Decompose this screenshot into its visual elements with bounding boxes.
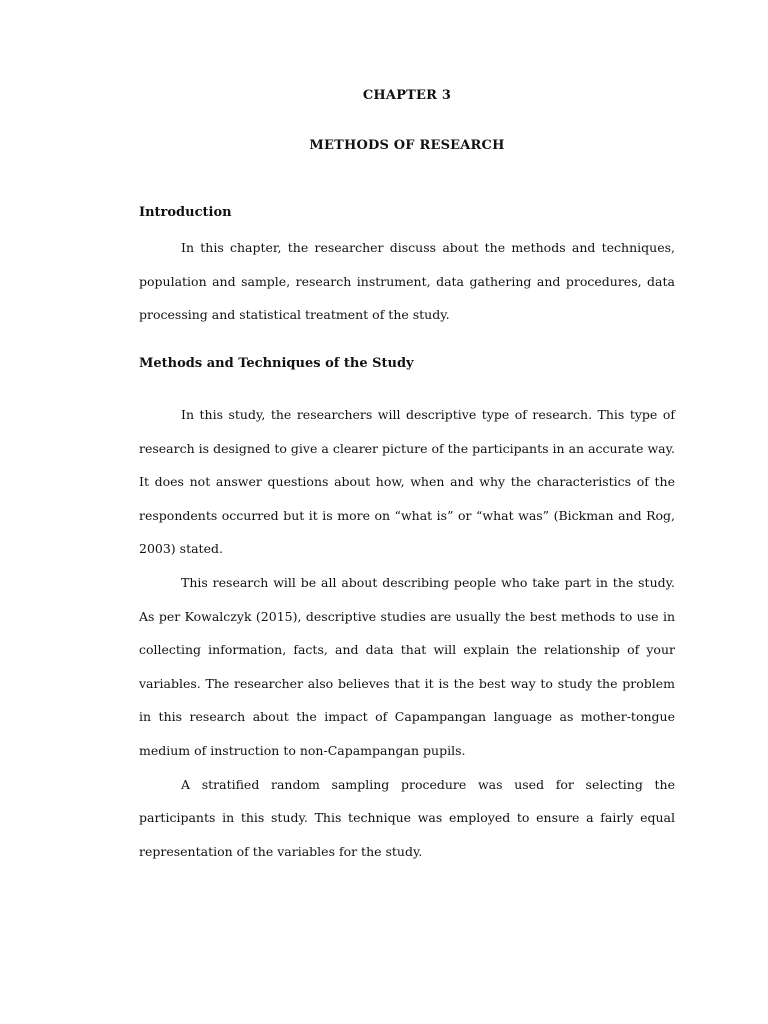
section-heading-methods: Methods and Techniques of the Study — [139, 356, 414, 371]
section-body-introduction — [139, 231, 675, 332]
chapter-number: CHAPTER 3 — [362, 88, 452, 103]
chapter-title: METHODS OF RESEARCH — [309, 138, 505, 153]
section-body-methods — [139, 398, 675, 868]
paragraph: In this chapter, the researcher discuss about the methods and techniques, population and sample, research instrument, data gathering and procedures, data processing and statistical treatment of the study. — [139, 240, 675, 323]
section-heading-introduction: Introduction — [139, 205, 232, 220]
paragraph: A stratified random sampling procedure was used for selecting the participants in this study. This technique was employed to ensure a fairly equal representation of the variables for the study. — [139, 776, 675, 859]
paragraph: This research will be all about describing people who take part in the study. As per Kowalczyk (2015), descriptive studies are usually the best methods to use in collecting information, facts, and data that will explain the relationship of your variables. The researcher also believes that it is the best way to study the problem in this research about the impact of Capampangan language as mother-tongue medium of instruction to non-Capampangan pupils. — [139, 574, 675, 758]
paragraph: In this study, the researchers will descriptive type of research. This type of research is designed to give a clearer picture of the participants in an accurate way. It does not answer questions about how, when and why the characteristics of the respondents occurred but it is more on “what is” or “what was” (Bickman and Rog, 2003) stated. — [139, 407, 675, 557]
